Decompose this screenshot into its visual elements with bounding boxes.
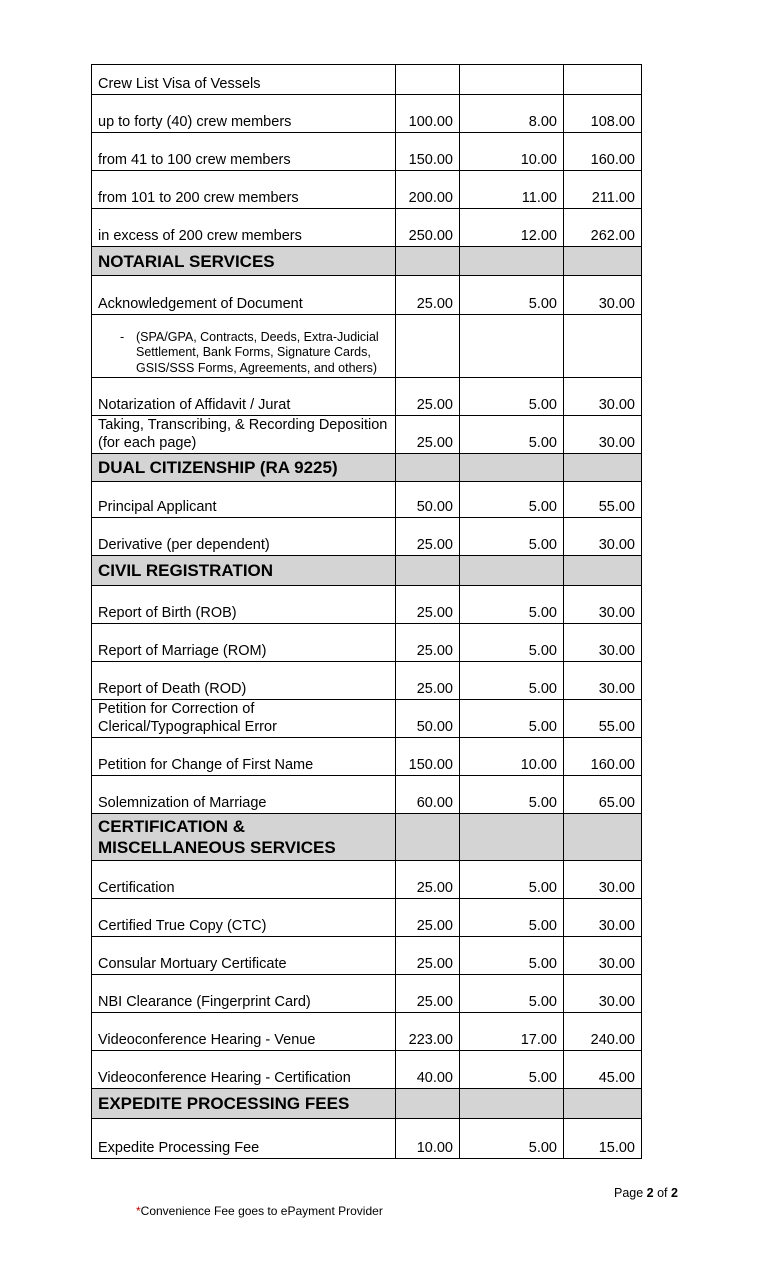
page-of: of [653,1186,671,1200]
total-value: 262.00 [564,209,642,247]
total-value: 30.00 [564,624,642,662]
fee-value: 40.00 [396,1051,460,1089]
section-header [92,1089,642,1119]
total-value: 30.00 [564,416,642,454]
table-row [92,586,642,624]
convenience-fee-value: 5.00 [460,1051,564,1089]
note-text: (SPA/GPA, Contracts, Deeds, Extra-Judicial Settlement, Bank Forms, Signature Cards, GSIS/SSS Forms, Agreements, and others) [136,329,379,375]
total-value: 30.00 [564,662,642,700]
section-title: NOTARIAL SERVICES [92,247,396,276]
total-value: 160.00 [564,133,642,171]
convenience-fee-value: 5.00 [460,586,564,624]
convenience-fee-value [460,65,564,95]
fee-schedule-table [91,64,642,1159]
service-label: Certification [92,861,396,899]
service-note [92,315,396,378]
service-label: Notarization of Affidavit / Jurat [92,378,396,416]
table-row [92,518,642,556]
section-header [92,247,642,276]
section-title: EXPEDITE PROCESSING FEES [92,1089,396,1119]
fee-value: 50.00 [396,482,460,518]
convenience-fee-value: 11.00 [460,171,564,209]
total-value: 30.00 [564,378,642,416]
service-label: up to forty (40) crew members [92,95,396,133]
convenience-fee-value: 12.00 [460,209,564,247]
footnote-asterisk: * [136,1204,141,1218]
convenience-fee-value: 5.00 [460,482,564,518]
page-current: 2 [646,1186,654,1200]
fee-value: 25.00 [396,861,460,899]
convenience-fee-value: 5.00 [460,276,564,315]
table-row [92,95,642,133]
total-value: 240.00 [564,1013,642,1051]
fee-value: 200.00 [396,171,460,209]
service-label: Taking, Transcribing, & Recording Deposition (for each page) [92,416,396,454]
fee-value: 25.00 [396,899,460,937]
footnote-text: Convenience Fee goes to ePayment Provider [140,1204,383,1218]
note-dash: - [120,329,125,344]
table-row [92,738,642,776]
table-row [92,975,642,1013]
service-label: from 41 to 100 crew members [92,133,396,171]
fee-value: 250.00 [396,209,460,247]
total-value: 30.00 [564,975,642,1013]
total-value: 30.00 [564,586,642,624]
service-label: Principal Applicant [92,482,396,518]
convenience-fee-value: 5.00 [460,416,564,454]
fee-value: 25.00 [396,975,460,1013]
table-row [92,65,642,95]
service-label: Consular Mortuary Certificate [92,937,396,975]
total-value: 30.00 [564,518,642,556]
service-label: in excess of 200 crew members [92,209,396,247]
table-row [92,937,642,975]
page-total: 2 [671,1186,678,1200]
service-label: Report of Birth (ROB) [92,586,396,624]
service-label: Videoconference Hearing - Venue [92,1013,396,1051]
fee-value: 25.00 [396,624,460,662]
fee-value: 25.00 [396,378,460,416]
total-value: 45.00 [564,1051,642,1089]
service-label: Solemnization of Marriage [92,776,396,814]
fee-value: 25.00 [396,662,460,700]
section-title: CERTIFICATION & MISCELLANEOUS SERVICES [92,814,396,861]
table-row [92,861,642,899]
total-value: 30.00 [564,861,642,899]
fee-value: 25.00 [396,276,460,315]
table-row [92,624,642,662]
service-label: NBI Clearance (Fingerprint Card) [92,975,396,1013]
convenience-fee-value: 10.00 [460,133,564,171]
total-value: 15.00 [564,1119,642,1159]
service-label: Petition for Change of First Name [92,738,396,776]
table-row [92,899,642,937]
convenience-fee-value: 5.00 [460,518,564,556]
fee-value: 25.00 [396,937,460,975]
service-label: Crew List Visa of Vessels [92,65,396,95]
convenience-fee-value: 17.00 [460,1013,564,1051]
convenience-fee-value: 5.00 [460,899,564,937]
service-label: Report of Marriage (ROM) [92,624,396,662]
total-value: 30.00 [564,937,642,975]
footnote [136,1204,383,1218]
service-label: Certified True Copy (CTC) [92,899,396,937]
page-number [614,1186,678,1200]
section-header [92,454,642,482]
convenience-fee-value: 8.00 [460,95,564,133]
convenience-fee-value: 5.00 [460,378,564,416]
table-row [92,171,642,209]
fee-value: 223.00 [396,1013,460,1051]
table-row [92,700,642,738]
convenience-fee-value: 5.00 [460,1119,564,1159]
table-row [92,416,642,454]
total-value: 30.00 [564,899,642,937]
total-value: 65.00 [564,776,642,814]
fee-value: 25.00 [396,586,460,624]
service-label: Expedite Processing Fee [92,1119,396,1159]
table-row [92,1013,642,1051]
total-value: 211.00 [564,171,642,209]
table-row [92,315,642,378]
section-title: DUAL CITIZENSHIP (RA 9225) [92,454,396,482]
total-value: 30.00 [564,276,642,315]
service-label: Acknowledgement of Document [92,276,396,315]
section-title: CIVIL REGISTRATION [92,556,396,586]
fee-value: 150.00 [396,738,460,776]
total-value: 160.00 [564,738,642,776]
table-row [92,662,642,700]
table-row [92,482,642,518]
convenience-fee-value: 5.00 [460,937,564,975]
table-row [92,378,642,416]
fee-value: 100.00 [396,95,460,133]
table-row [92,1051,642,1089]
convenience-fee-value: 5.00 [460,975,564,1013]
total-value: 55.00 [564,700,642,738]
fee-value: 60.00 [396,776,460,814]
fee-value: 25.00 [396,518,460,556]
fee-value [396,65,460,95]
convenience-fee-value: 5.00 [460,861,564,899]
section-header [92,556,642,586]
table-row [92,276,642,315]
fee-value: 50.00 [396,700,460,738]
convenience-fee-value: 5.00 [460,624,564,662]
table-row [92,209,642,247]
convenience-fee-value: 5.00 [460,776,564,814]
fee-value: 25.00 [396,416,460,454]
fee-value: 10.00 [396,1119,460,1159]
table-row [92,776,642,814]
service-label: Derivative (per dependent) [92,518,396,556]
page-prefix: Page [614,1186,647,1200]
fee-value: 150.00 [396,133,460,171]
table-row [92,133,642,171]
convenience-fee-value: 5.00 [460,700,564,738]
service-label: Petition for Correction of Clerical/Typographical Error [92,700,396,738]
convenience-fee-value: 5.00 [460,662,564,700]
convenience-fee-value: 10.00 [460,738,564,776]
total-value [564,65,642,95]
service-label: from 101 to 200 crew members [92,171,396,209]
total-value: 55.00 [564,482,642,518]
service-label: Report of Death (ROD) [92,662,396,700]
total-value: 108.00 [564,95,642,133]
table-row [92,1119,642,1159]
section-header [92,814,642,861]
service-label: Videoconference Hearing - Certification [92,1051,396,1089]
